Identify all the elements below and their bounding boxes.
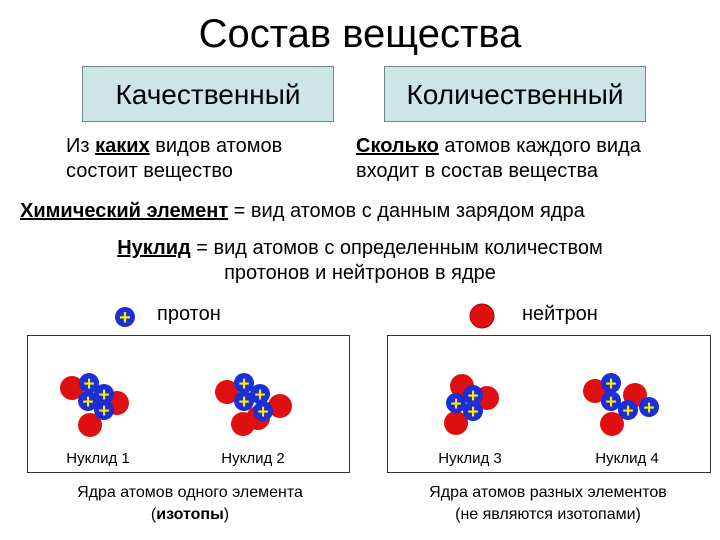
legend-neutron-icon xyxy=(470,304,494,328)
non-isotopes-caption xyxy=(378,482,718,526)
nuclide-1-label: Нуклид 1 xyxy=(66,450,130,467)
element-term: Химический элемент xyxy=(20,200,229,222)
nuclide-2-label: Нуклид 2 xyxy=(221,450,285,467)
non-isotopes-caption-line1: Ядра атомов разных элементов xyxy=(429,484,667,501)
proton-plus: + xyxy=(98,385,110,406)
proton-plus: + xyxy=(467,402,479,423)
nuclide-rest: = вид атомов с определенным количеством xyxy=(190,237,603,259)
nuclide-3-nucleus xyxy=(444,374,499,435)
qual-rest: видов атомов xyxy=(149,135,283,157)
proton-plus: + xyxy=(622,401,634,422)
proton-plus: + xyxy=(82,392,94,413)
qualitative-label: Качественный xyxy=(115,79,301,110)
legend-proton-plus: + xyxy=(119,307,131,329)
isotopes-term: изотопы xyxy=(156,506,224,523)
proton-plus: + xyxy=(98,401,110,422)
legend-proton-label: протон xyxy=(157,303,221,325)
nuclide-3-label: Нуклид 3 xyxy=(438,450,502,467)
non-isotopes-caption-line2: (не являются изотопами) xyxy=(455,506,641,523)
nuclide-2-nucleus xyxy=(215,373,292,436)
qual-line2: состоит вещество xyxy=(66,160,233,182)
quant-keyword: Сколько xyxy=(356,135,439,157)
nuclide-1-nucleus xyxy=(60,373,129,437)
page-title: Состав вещества xyxy=(198,12,522,56)
isotopes-open-paren: ( xyxy=(150,506,157,523)
qual-keyword: каких xyxy=(95,135,150,157)
quant-rest: атомов каждого вида xyxy=(438,135,641,157)
qual-pre: Из xyxy=(66,135,96,157)
legend-neutron-label: нейтрон xyxy=(522,303,598,325)
proton-plus: + xyxy=(257,402,269,423)
nuclide-4-label: Нуклид 4 xyxy=(595,450,659,467)
nuclide-4-nucleus xyxy=(583,373,659,436)
proton-plus: + xyxy=(254,385,266,406)
quant-line2: входит в состав вещества xyxy=(356,160,598,182)
proton-plus: + xyxy=(467,386,479,407)
isotopes-caption-line1: Ядра атомов одного элемента xyxy=(77,484,303,501)
nuclide-line2: протонов и нейтронов в ядре xyxy=(224,262,496,284)
proton-plus: + xyxy=(605,374,617,395)
proton-plus: + xyxy=(238,392,250,413)
proton-plus: + xyxy=(238,374,250,395)
isotopes-caption xyxy=(20,482,360,526)
quantitative-label: Количественный xyxy=(406,79,624,110)
isotopes-close-paren: ) xyxy=(223,506,230,523)
proton-plus: + xyxy=(605,392,617,413)
proton-plus: + xyxy=(450,394,462,415)
element-rest: = вид атомов с данным зарядом ядра xyxy=(228,200,585,222)
proton-plus: + xyxy=(643,398,655,419)
nuclide-term: Нуклид xyxy=(117,237,191,259)
proton-plus: + xyxy=(83,374,95,395)
